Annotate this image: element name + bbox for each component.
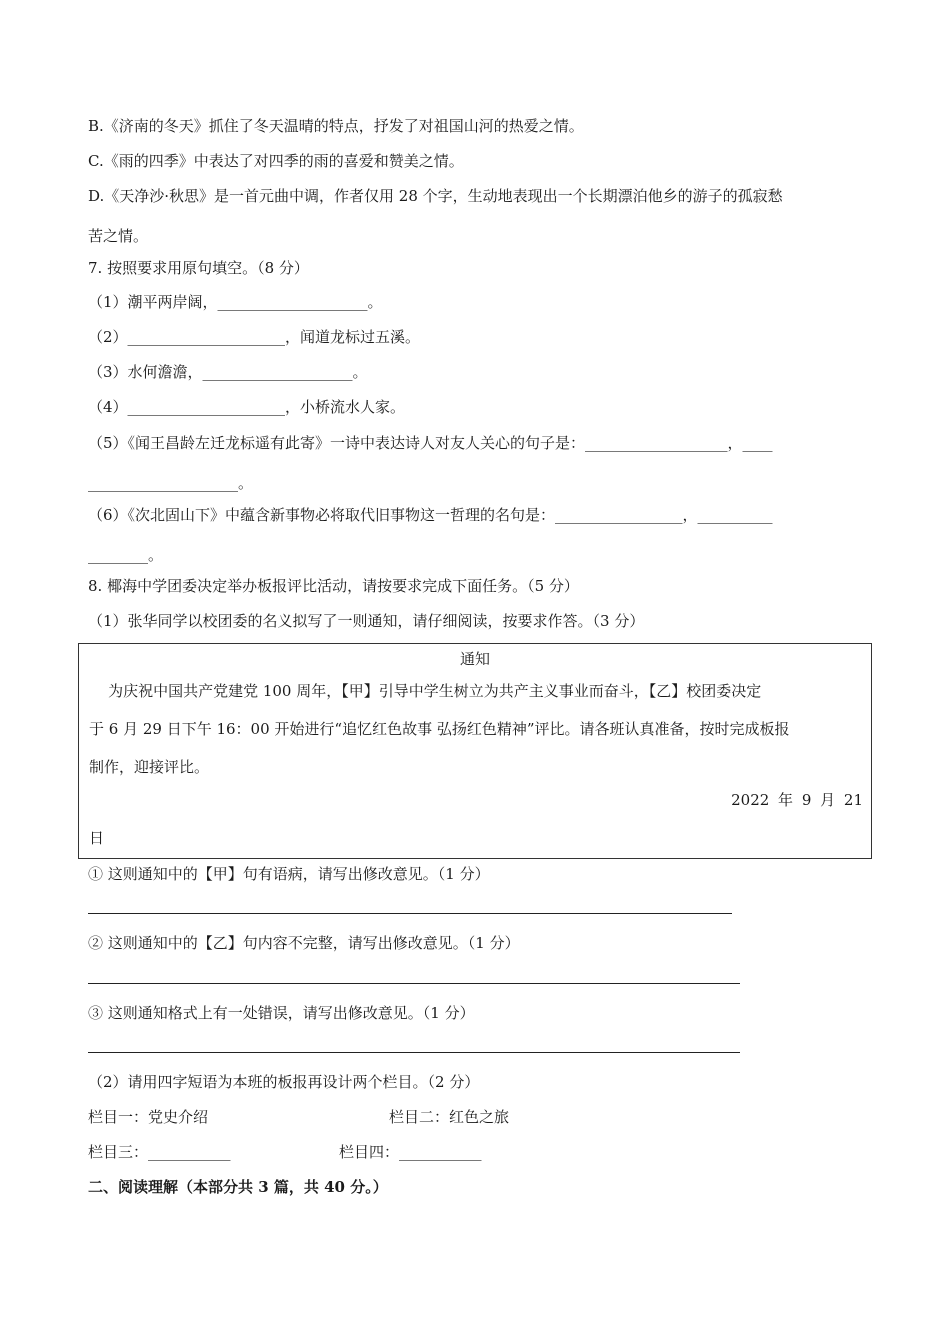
question-7-item-4: （4）_____________________，小桥流水人家。 [88,398,406,416]
notice-date: 2022 年 9 月 21 [731,791,863,809]
question-8-q3: ③ 这则通知格式上有一处错误，请写出修改意见。（1 分） [88,1004,475,1022]
question-8-title: 8. 椰海中学团委决定举办板报评比活动，请按要求完成下面任务。（5 分） [88,577,579,595]
answer-line-2[interactable] [88,983,740,984]
question-7-item-6: （6）《次北固山下》中蕴含新事物必将取代旧事物这一哲理的名句是：_________________，__________ [88,506,773,524]
question-7-item-5: （5）《闻王昌龄左迁龙标遥有此寄》一诗中表达诗人对友人关心的句子是：___________________，____ [88,434,773,452]
column-1: 栏目一：党史介绍 [88,1108,209,1126]
question-8-sub1: （1）张华同学以校团委的名义拟写了一则通知，请仔细阅读，按要求作答。（3 分） [88,612,645,630]
question-7-item-6-cont: ________。 [88,546,164,564]
column-3: 栏目三：___________ [88,1143,231,1161]
notice-line-3: 制作，迎接评比。 [89,758,210,776]
question-8-q1: ① 这则通知中的【甲】句有语病，请写出修改意见。（1 分） [88,865,490,883]
option-c: C.《雨的四季》中表达了对四季的雨的喜爱和赞美之情。 [88,152,464,170]
question-7-item-5-cont: ____________________。 [88,474,254,492]
notice-title: 通知 [459,650,490,668]
question-8-sub2: （2）请用四字短语为本班的板报再设计两个栏目。（2 分） [88,1073,480,1091]
answer-line-1[interactable] [88,913,732,914]
notice-line-2: 于 6 月 29 日下午 16：00 开始进行“追忆红色故事 弘扬红色精神”评比。请各班认真准备，按时完成板报 [89,720,790,738]
question-7-item-2: （2）_____________________，闻道龙标过五溪。 [88,328,421,346]
option-b: B.《济南的冬天》抓住了冬天温晴的特点，抒发了对祖国山河的热爱之情。 [88,117,584,135]
notice-date-tail: 日 [89,829,105,847]
column-4: 栏目四：___________ [339,1143,482,1161]
option-d-line2: 苦之情。 [88,227,149,245]
section-2-heading: 二、阅读理解（本部分共 3 篇，共 40 分。） [88,1178,388,1196]
notice-box [78,643,872,859]
question-7-title: 7. 按照要求用原句填空。（8 分） [88,259,309,277]
column-2: 栏目二：红色之旅 [389,1108,510,1126]
question-7-item-3: （3）水何澹澹，____________________。 [88,363,368,381]
question-7-item-1: （1）潮平两岸阔，____________________。 [88,293,383,311]
notice-line-1: 为庆祝中国共产党建党 100 周年，【甲】引导中学生树立为共产主义事业而奋斗，【乙】校团委决定 [89,682,762,700]
option-d-line1: D.《天净沙·秋思》是一首元曲中调，作者仅用 28 个字，生动地表现出一个长期漂泊他乡的游子的孤寂愁 [88,187,783,205]
answer-line-3[interactable] [88,1052,740,1053]
question-8-q2: ② 这则通知中的【乙】句内容不完整，请写出修改意见。（1 分） [88,934,520,952]
